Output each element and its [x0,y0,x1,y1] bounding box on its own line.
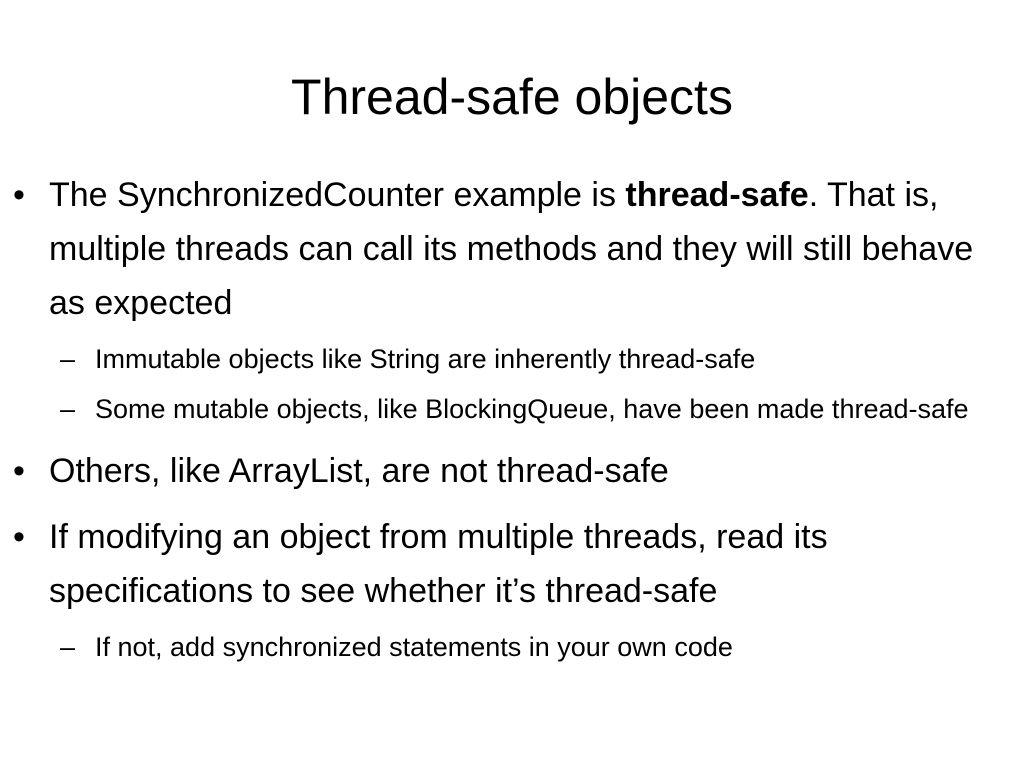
bullet-icon: • [13,518,25,556]
bullet-icon: • [13,452,25,490]
bullet-item [13,168,1003,330]
bullet-text-bold: thread-safe [625,176,809,214]
bullet-text: . That is, multiple threads can call its methods and they will still behave as expected [49,176,974,322]
dash-icon: – [60,394,76,424]
bullet-item [13,510,1003,618]
sub-bullet-item [13,386,1003,432]
bullet-item [13,444,1003,498]
sub-bullet-text: Some mutable objects, like BlockingQueue, have been made thread-safe [95,394,969,424]
sub-bullet-item [13,624,1003,670]
dash-icon: – [60,632,76,662]
bullet-text: If modifying an object from multiple threads, read its specifications to see whether it’s thread-safe [49,518,828,610]
slide-title: Thread-safe objects [291,69,733,125]
slide-body [13,168,1003,670]
sub-bullet-text: If not, add synchronized statements in your own code [95,632,733,662]
sub-bullet-item [13,336,1003,382]
dash-icon: – [60,344,76,374]
bullet-icon: • [13,176,25,214]
bullet-text: The SynchronizedCounter example is [49,176,626,214]
bullet-text: Others, like ArrayList, are not thread-safe [49,452,669,490]
sub-bullet-text: Immutable objects like String are inherently thread-safe [95,344,756,374]
